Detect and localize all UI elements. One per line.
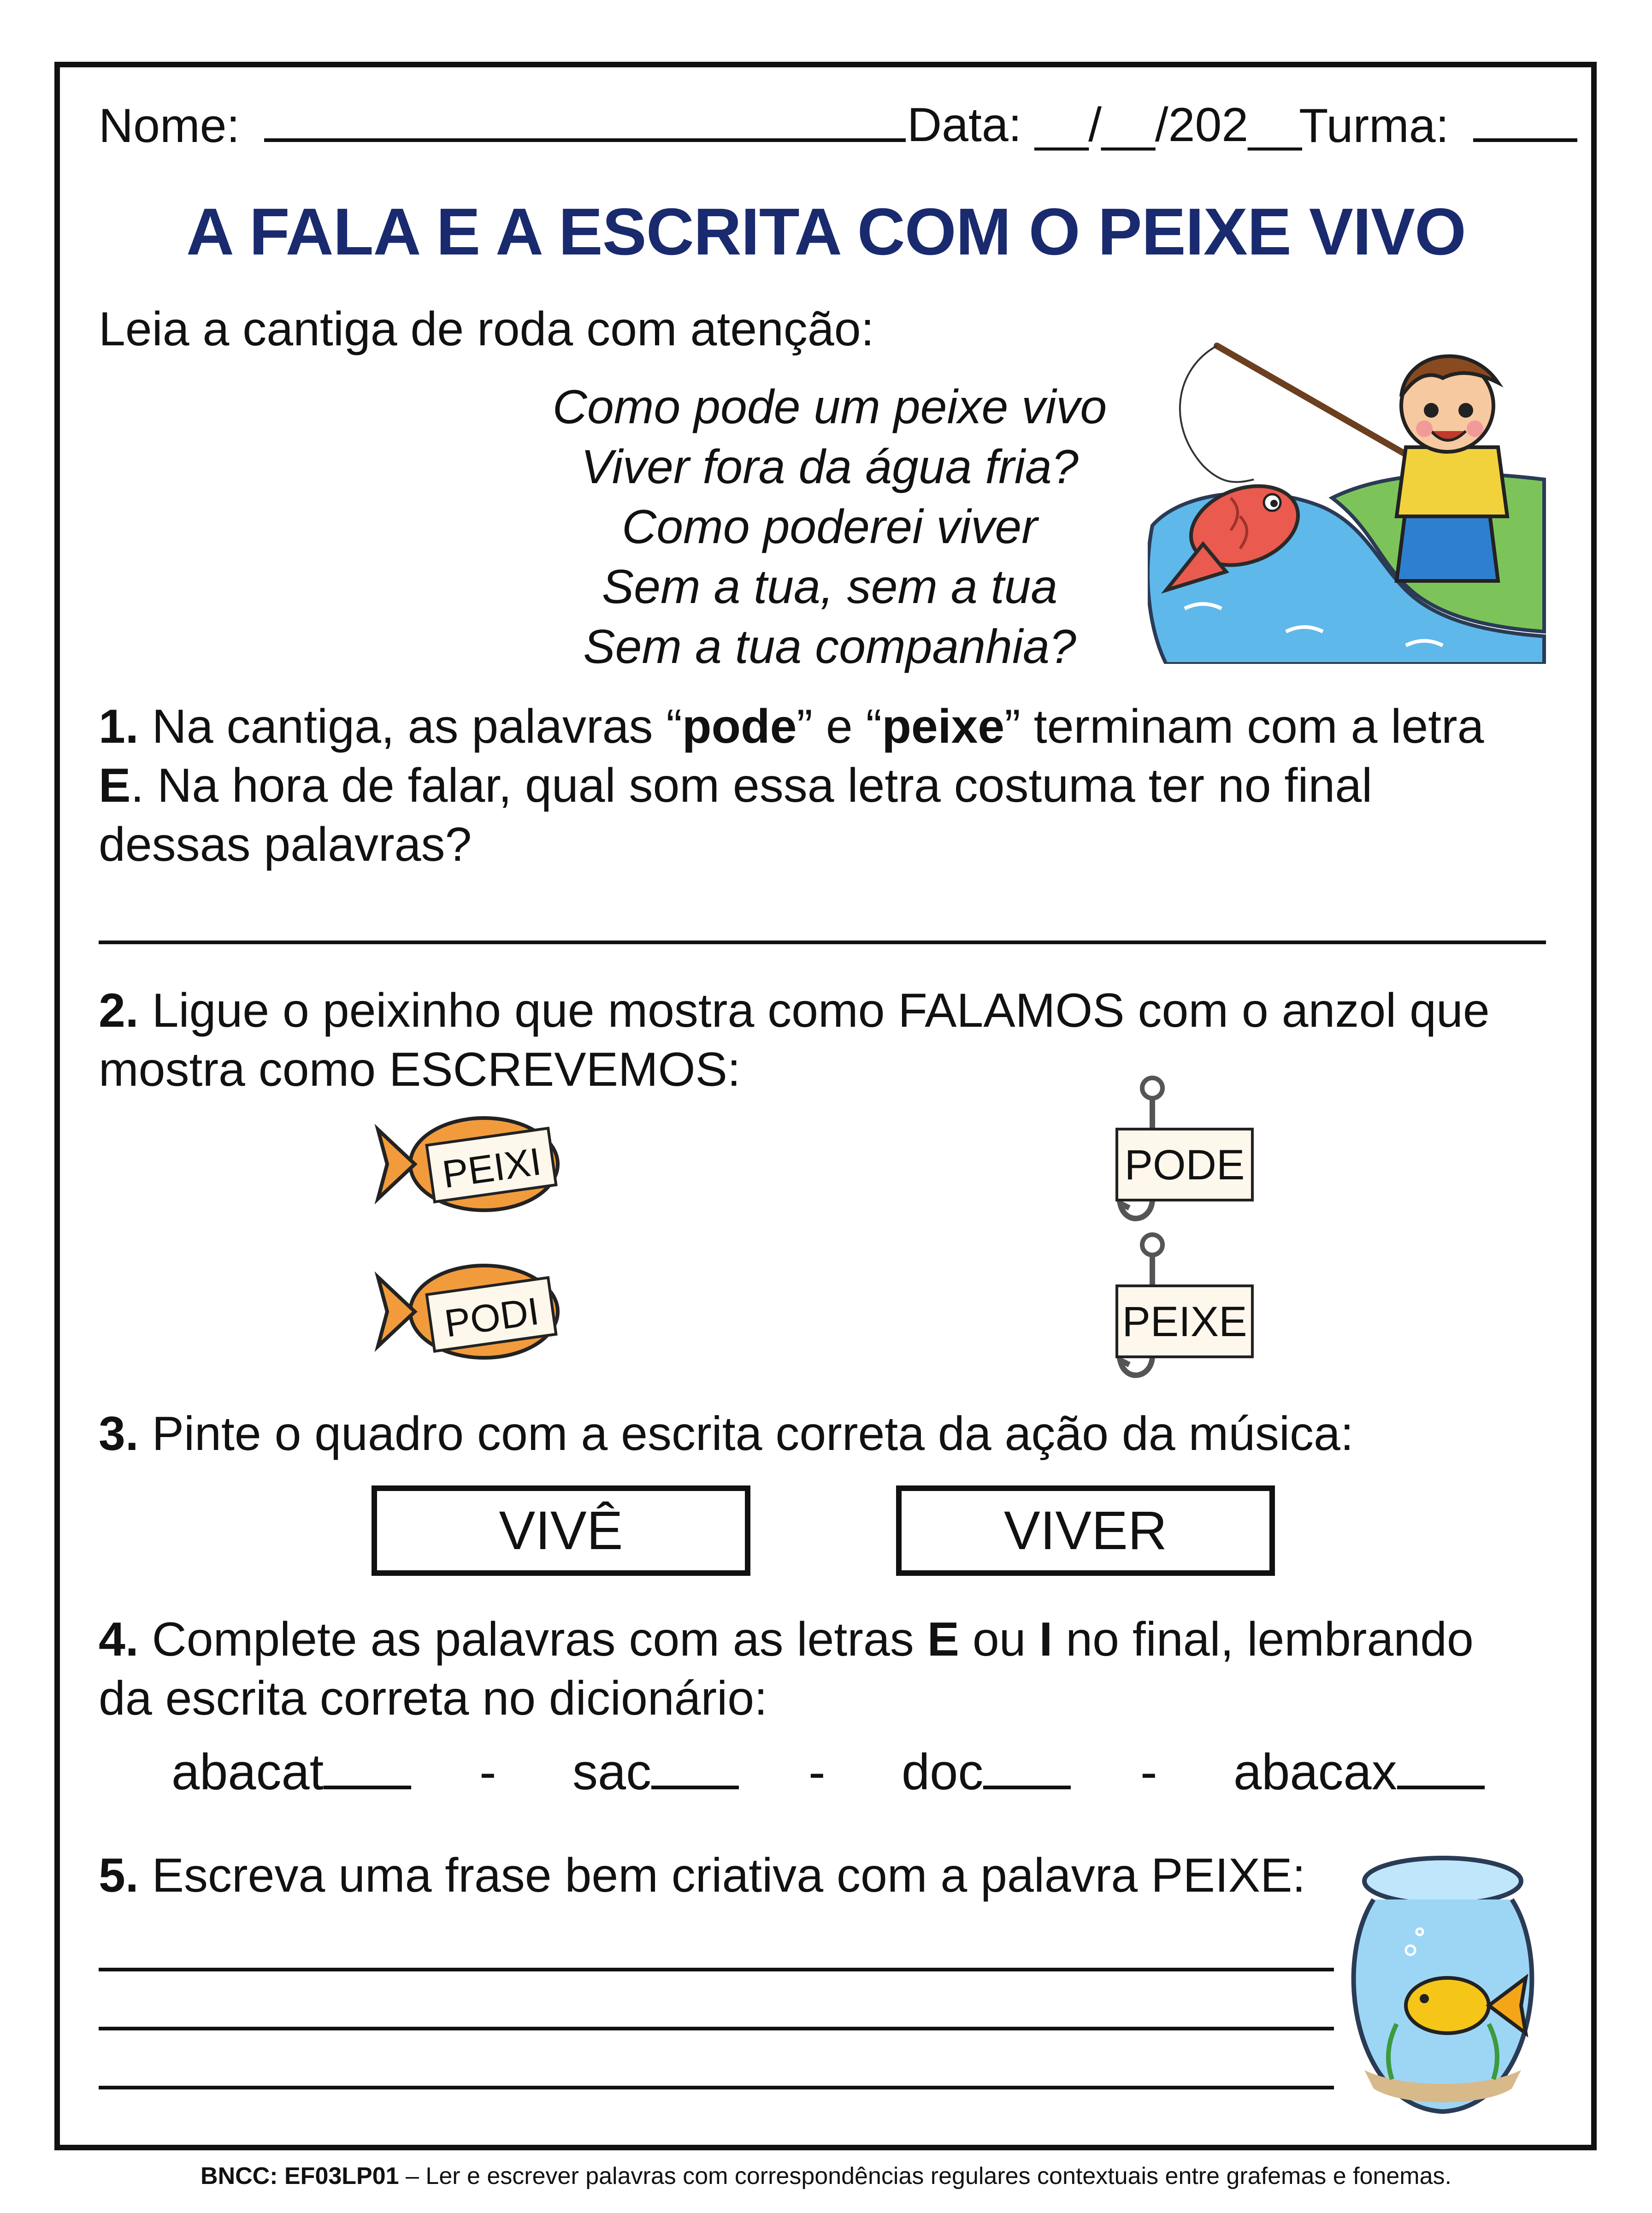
q5-answer-line-2[interactable] [99, 2027, 1334, 2030]
hook-tag-pode[interactable]: PODE [1115, 1128, 1254, 1201]
fishing-boy-illustration [1148, 332, 1553, 664]
q4-text: Complete as palavras com as letras [138, 1613, 927, 1666]
date-field[interactable] [907, 98, 1302, 153]
separator: - [1140, 1744, 1157, 1800]
question-2-line-1 [99, 981, 1490, 1040]
word-saci[interactable] [572, 1743, 739, 1801]
option-box-vive[interactable]: VIVÊ [372, 1485, 750, 1576]
poem-line: Viver fora da água fria? [581, 440, 1079, 494]
q1-text: ” terminam com a letra [1004, 700, 1484, 753]
hook-tag-peixe[interactable]: PEIXE [1115, 1284, 1254, 1358]
word-stem: doc [902, 1744, 984, 1800]
word-stem: sac [572, 1744, 652, 1800]
class-field[interactable] [1299, 98, 1577, 154]
page-title: A FALA E A ESCRITA COM O PEIXE VIVO [186, 195, 1466, 269]
question-number: 2. [99, 984, 139, 1037]
question-1-line-1 [99, 697, 1484, 756]
question-5 [99, 1846, 1305, 1905]
question-number: 1. [99, 700, 139, 753]
poem-line: Como poderei viver [622, 500, 1038, 554]
word-blank[interactable] [1397, 1786, 1485, 1789]
q1-word-peixe: peixe [882, 700, 1005, 753]
poem [461, 377, 1198, 677]
poem-line: Como pode um peixe vivo [552, 380, 1107, 434]
question-number: 5. [99, 1849, 139, 1902]
class-blank[interactable] [1473, 98, 1577, 142]
question-1-line-3: dessas palavras? [99, 818, 472, 871]
footer-bncc [0, 2162, 1652, 2190]
q4-letter-e: E [927, 1613, 960, 1666]
q1-text: Na cantiga, as palavras “ [138, 700, 682, 753]
q1-text: . Na hora de falar, qual som essa letra costuma ter no final [130, 759, 1373, 812]
separator: - [479, 1744, 496, 1800]
q1-word-pode: pode [682, 700, 797, 753]
word-blank[interactable] [324, 1786, 411, 1789]
question-4-line-2: da escrita correta no dicionário: [99, 1672, 767, 1725]
word-stem: abacat [171, 1744, 324, 1800]
q3-text: Pinte o quadro com a escrita correta da ação da música: [138, 1407, 1354, 1461]
q5-answer-line-3[interactable] [99, 2086, 1334, 2089]
question-2-line-2: mostra como ESCREVEMOS: [99, 1043, 741, 1096]
q1-text: ” e “ [796, 700, 882, 753]
word-blank[interactable] [651, 1786, 739, 1789]
q2-text: Ligue o peixinho que mostra como FALAMOS com o anzol que [138, 984, 1490, 1037]
class-label: Turma: [1299, 99, 1449, 153]
question-1-line-2 [99, 756, 1372, 815]
fish-tag-podi[interactable]: PODI [425, 1276, 557, 1353]
q1-letter-e: E [99, 759, 131, 812]
question-number: 4. [99, 1613, 139, 1666]
word-stem: abacax [1233, 1744, 1397, 1800]
separator: - [808, 1744, 826, 1800]
name-field[interactable] [99, 98, 906, 154]
q1-answer-line[interactable] [99, 941, 1546, 944]
q5-text: Escreva uma frase bem criativa com a palavra PEIXE: [138, 1849, 1306, 1902]
fishbowl-illustration [1346, 1849, 1540, 2125]
date-label: Data: [907, 98, 1022, 152]
word-blank[interactable] [983, 1786, 1071, 1789]
word-doce[interactable] [902, 1743, 1071, 1801]
bncc-description: – Ler e escrever palavras com correspondências regulares contextuais entre grafemas e fonemas. [399, 2163, 1451, 2189]
q4-text: ou [959, 1613, 1039, 1666]
poem-line: Sem a tua companhia? [583, 620, 1076, 674]
poem-line: Sem a tua, sem a tua [602, 560, 1058, 614]
boy-icon [1397, 356, 1507, 581]
name-label: Nome: [99, 99, 240, 153]
date-format[interactable]: __/__/202__ [1035, 98, 1302, 152]
word-abacate[interactable] [171, 1743, 411, 1801]
fish-tag-peixi[interactable]: PEIXI [425, 1127, 557, 1204]
name-blank[interactable] [264, 98, 906, 142]
q5-answer-line-1[interactable] [99, 1968, 1334, 1971]
q4-letter-i: I [1039, 1613, 1053, 1666]
option-box-viver[interactable]: VIVER [896, 1485, 1275, 1576]
q4-text: no final, lembrando [1052, 1613, 1474, 1666]
word-abacaxi[interactable] [1233, 1743, 1485, 1801]
bncc-code: BNCC: EF03LP01 [201, 2163, 399, 2189]
question-4-line-1 [99, 1610, 1474, 1669]
question-3 [99, 1404, 1354, 1463]
intro-text: Leia a cantiga de roda com atenção: [99, 302, 874, 356]
question-number: 3. [99, 1407, 139, 1461]
